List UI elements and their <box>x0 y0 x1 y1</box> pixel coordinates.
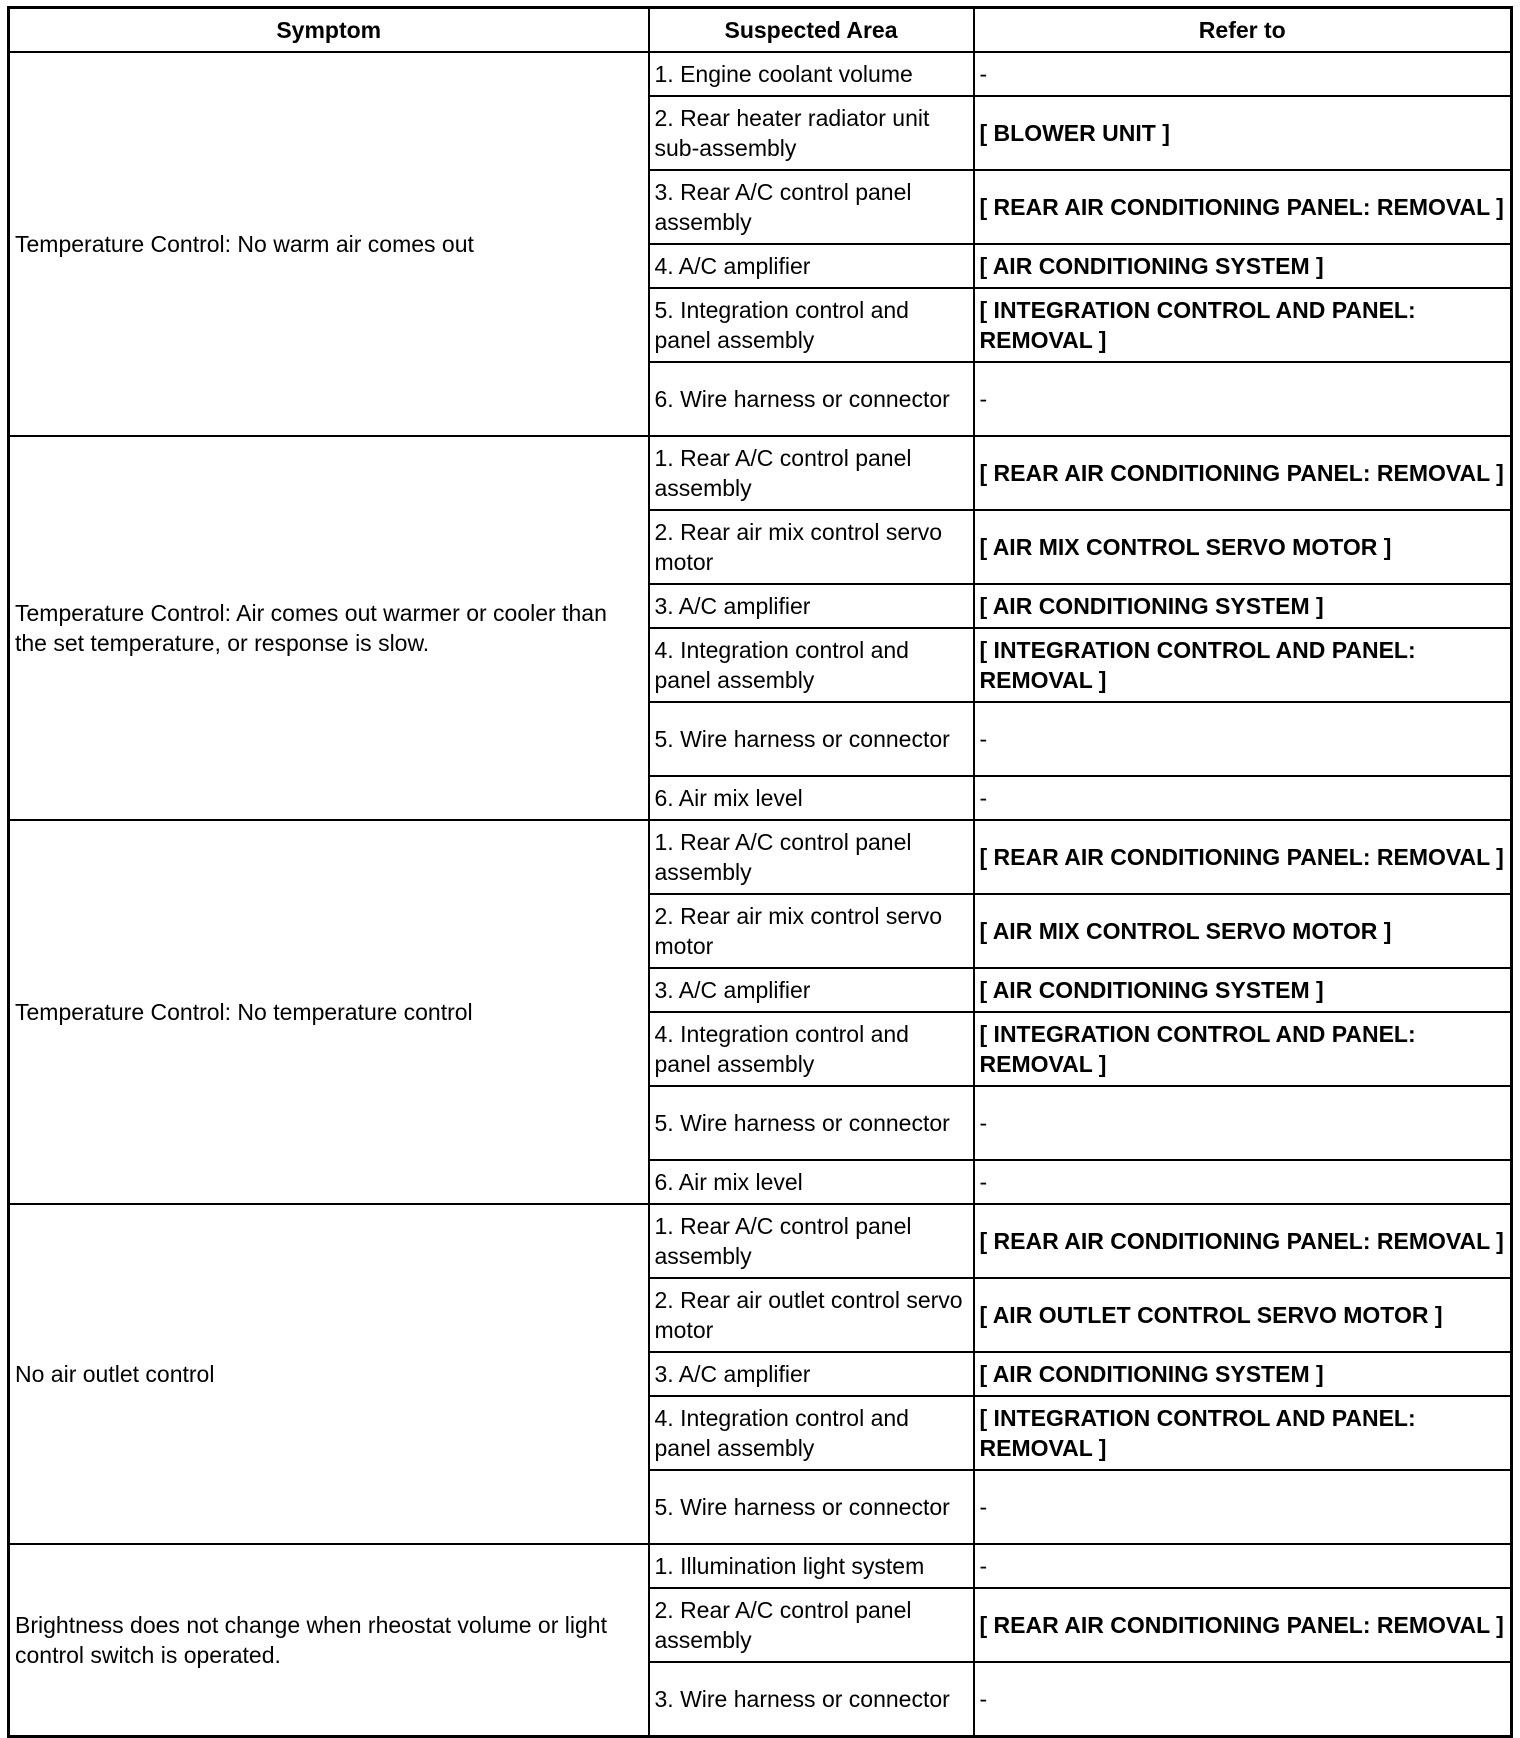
refer-to-link[interactable]: [ AIR CONDITIONING SYSTEM ] <box>974 1352 1512 1396</box>
refer-to-link[interactable]: [ REAR AIR CONDITIONING PANEL: REMOVAL ] <box>974 436 1512 510</box>
header-row <box>9 8 1512 53</box>
suspected-area-cell: 1. Illumination light system <box>649 1544 974 1588</box>
refer-to-cell: - <box>974 776 1512 820</box>
refer-to-link[interactable]: [ REAR AIR CONDITIONING PANEL: REMOVAL ] <box>974 1588 1512 1662</box>
refer-to-cell: - <box>974 1086 1512 1160</box>
suspected-area-cell: 6. Air mix level <box>649 776 974 820</box>
refer-to-link[interactable]: [ REAR AIR CONDITIONING PANEL: REMOVAL ] <box>974 170 1512 244</box>
suspected-area-cell: 5. Wire harness or connector <box>649 702 974 776</box>
suspected-area-cell: 3. A/C amplifier <box>649 1352 974 1396</box>
refer-to-cell: - <box>974 1470 1512 1544</box>
symptom-cell: Temperature Control: No warm air comes out <box>9 52 649 436</box>
suspected-area-cell: 5. Wire harness or connector <box>649 1086 974 1160</box>
suspected-area-cell: 5. Wire harness or connector <box>649 1470 974 1544</box>
refer-to-link[interactable]: [ AIR CONDITIONING SYSTEM ] <box>974 244 1512 288</box>
table-row <box>9 436 1512 510</box>
refer-to-link[interactable]: [ INTEGRATION CONTROL AND PANEL: REMOVAL ] <box>974 1012 1512 1086</box>
suspected-area-cell: 3. Rear A/C control panel assembly <box>649 170 974 244</box>
suspected-area-cell: 4. Integration control and panel assembly <box>649 1012 974 1086</box>
refer-to-link[interactable]: [ REAR AIR CONDITIONING PANEL: REMOVAL ] <box>974 820 1512 894</box>
suspected-area-cell: 2. Rear air mix control servo motor <box>649 894 974 968</box>
refer-to-link[interactable]: [ BLOWER UNIT ] <box>974 96 1512 170</box>
refer-to-link[interactable]: [ INTEGRATION CONTROL AND PANEL: REMOVAL ] <box>974 628 1512 702</box>
symptom-cell: No air outlet control <box>9 1204 649 1544</box>
troubleshooting-table <box>7 6 1513 1738</box>
refer-to-link[interactable]: [ AIR MIX CONTROL SERVO MOTOR ] <box>974 510 1512 584</box>
suspected-area-cell: 4. Integration control and panel assembly <box>649 1396 974 1470</box>
suspected-area-cell: 4. A/C amplifier <box>649 244 974 288</box>
table-row <box>9 1544 1512 1588</box>
table-row <box>9 820 1512 894</box>
suspected-area-cell: 2. Rear air mix control servo motor <box>649 510 974 584</box>
refer-to-link[interactable]: [ AIR CONDITIONING SYSTEM ] <box>974 968 1512 1012</box>
suspected-area-cell: 4. Integration control and panel assembly <box>649 628 974 702</box>
refer-to-link[interactable]: [ INTEGRATION CONTROL AND PANEL: REMOVAL ] <box>974 1396 1512 1470</box>
suspected-area-cell: 1. Rear A/C control panel assembly <box>649 820 974 894</box>
refer-to-link[interactable]: [ INTEGRATION CONTROL AND PANEL: REMOVAL ] <box>974 288 1512 362</box>
suspected-area-cell: 3. A/C amplifier <box>649 584 974 628</box>
refer-to-cell: - <box>974 1160 1512 1204</box>
suspected-area-cell: 1. Rear A/C control panel assembly <box>649 1204 974 1278</box>
suspected-area-cell: 3. Wire harness or connector <box>649 1662 974 1737</box>
refer-to-cell: - <box>974 1544 1512 1588</box>
refer-to-link[interactable]: [ REAR AIR CONDITIONING PANEL: REMOVAL ] <box>974 1204 1512 1278</box>
page <box>7 6 1513 1738</box>
refer-to-link[interactable]: [ AIR OUTLET CONTROL SERVO MOTOR ] <box>974 1278 1512 1352</box>
suspected-area-cell: 2. Rear air outlet control servo motor <box>649 1278 974 1352</box>
table-row <box>9 1204 1512 1278</box>
refer-to-cell: - <box>974 1662 1512 1737</box>
symptom-cell: Temperature Control: Air comes out warmer or cooler than the set temperature, or response is slow. <box>9 436 649 820</box>
suspected-area-cell: 1. Engine coolant volume <box>649 52 974 96</box>
suspected-area-cell: 2. Rear heater radiator unit sub-assembly <box>649 96 974 170</box>
refer-to-link[interactable]: [ AIR CONDITIONING SYSTEM ] <box>974 584 1512 628</box>
header-symptom: Symptom <box>9 8 649 53</box>
refer-to-link[interactable]: [ AIR MIX CONTROL SERVO MOTOR ] <box>974 894 1512 968</box>
header-suspected-area: Suspected Area <box>649 8 974 53</box>
suspected-area-cell: 5. Integration control and panel assembly <box>649 288 974 362</box>
refer-to-cell: - <box>974 362 1512 436</box>
symptom-cell: Brightness does not change when rheostat volume or light control switch is operated. <box>9 1544 649 1737</box>
suspected-area-cell: 2. Rear A/C control panel assembly <box>649 1588 974 1662</box>
table-body <box>9 52 1512 1737</box>
suspected-area-cell: 3. A/C amplifier <box>649 968 974 1012</box>
header-refer-to: Refer to <box>974 8 1512 53</box>
suspected-area-cell: 6. Wire harness or connector <box>649 362 974 436</box>
suspected-area-cell: 6. Air mix level <box>649 1160 974 1204</box>
refer-to-cell: - <box>974 52 1512 96</box>
symptom-cell: Temperature Control: No temperature control <box>9 820 649 1204</box>
refer-to-cell: - <box>974 702 1512 776</box>
table-row <box>9 52 1512 96</box>
suspected-area-cell: 1. Rear A/C control panel assembly <box>649 436 974 510</box>
